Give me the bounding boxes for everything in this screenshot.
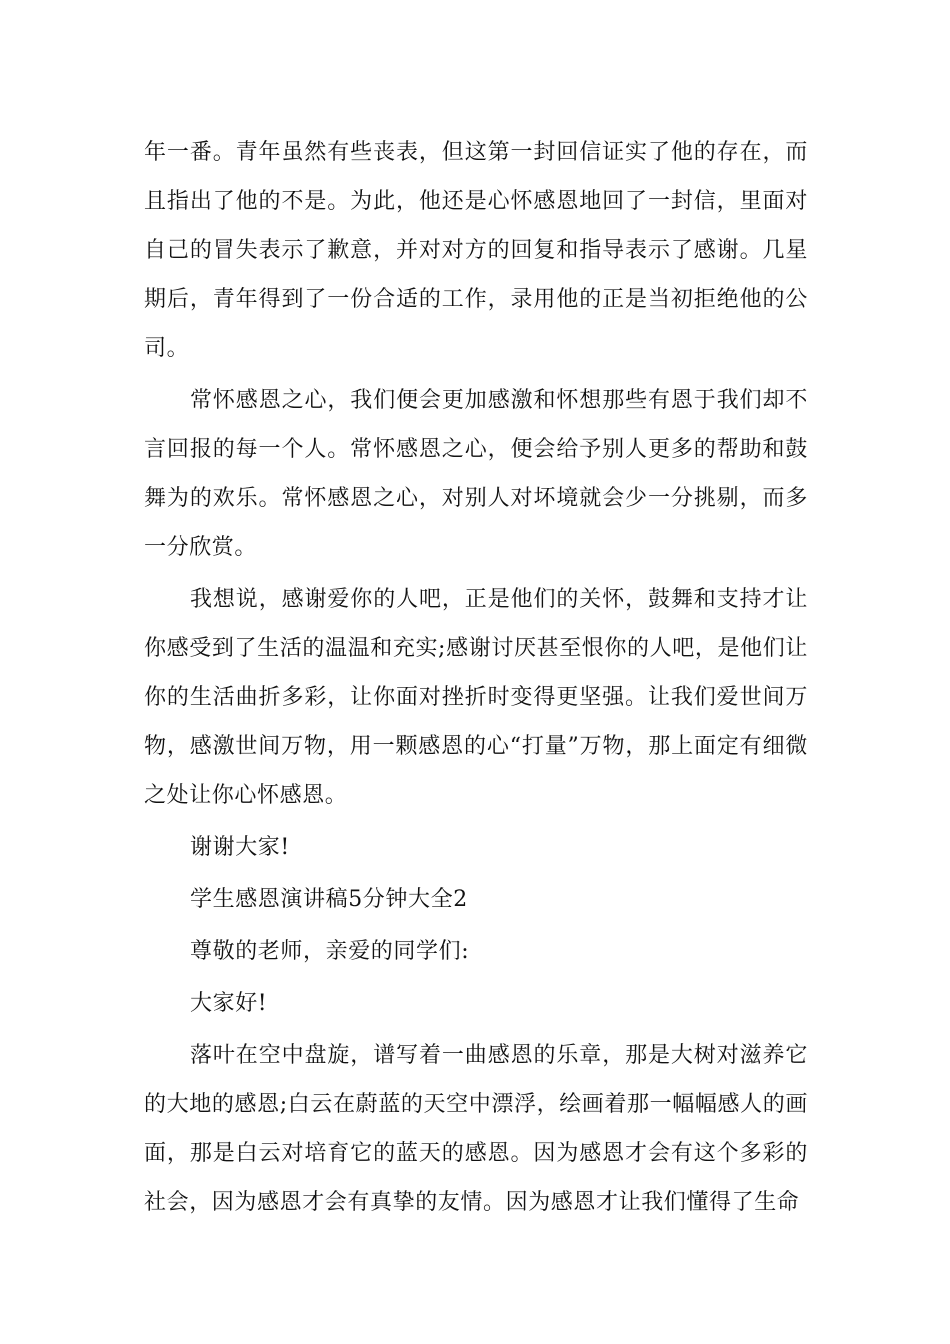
salutation: 尊敬的老师，亲爱的同学们: <box>190 939 470 964</box>
greeting: 大家好! <box>190 991 268 1016</box>
document-body <box>144 128 808 1230</box>
section-title: 学生感恩演讲稿5分钟大全2 <box>190 887 468 912</box>
paragraph: 落叶在空中盘旋，谱写着一曲感恩的乐章，那是大树对滋养它的大地的感恩;白云在蔚蓝的天空中漂浮，绘画着那一幅幅感人的画面，那是白云对培育它的蓝天的感恩。因为感恩才会有这个多彩的社会，因为感恩才会有真挚的友情。因为感恩才让我们懂得了生命 <box>144 1043 808 1215</box>
paragraph: 我想说，感谢爱你的人吧，正是他们的关怀，鼓舞和支持才让你感受到了生活的温温和充实;感谢讨厌甚至恨你的人吧，是他们让你的生活曲折多彩，让你面对挫折时变得更坚强。让我们爱世间万物，感激世间万物，用一颗感恩的心“打量”万物，那上面定有细微之处让你心怀感恩。 <box>144 587 808 808</box>
paragraph: 常怀感恩之心，我们便会更加感激和怀想那些有恩于我们却不言回报的每一个人。常怀感恩之心，便会给予别人更多的帮助和鼓舞为的欢乐。常怀感恩之心，对别人对坏境就会少一分挑剔，而多一分欣赏。 <box>144 388 808 560</box>
paragraph: 年一番。青年虽然有些丧表，但这第一封回信证实了他的存在，而且指出了他的不是。为此，他还是心怀感恩地回了一封信，里面对自己的冒失表示了歉意，并对对方的回复和指导表示了感谢。几星期后，青年得到了一份合适的工作，录用他的正是当初拒绝他的公司。 <box>144 140 808 361</box>
closing-thanks: 谢谢大家! <box>190 835 290 860</box>
